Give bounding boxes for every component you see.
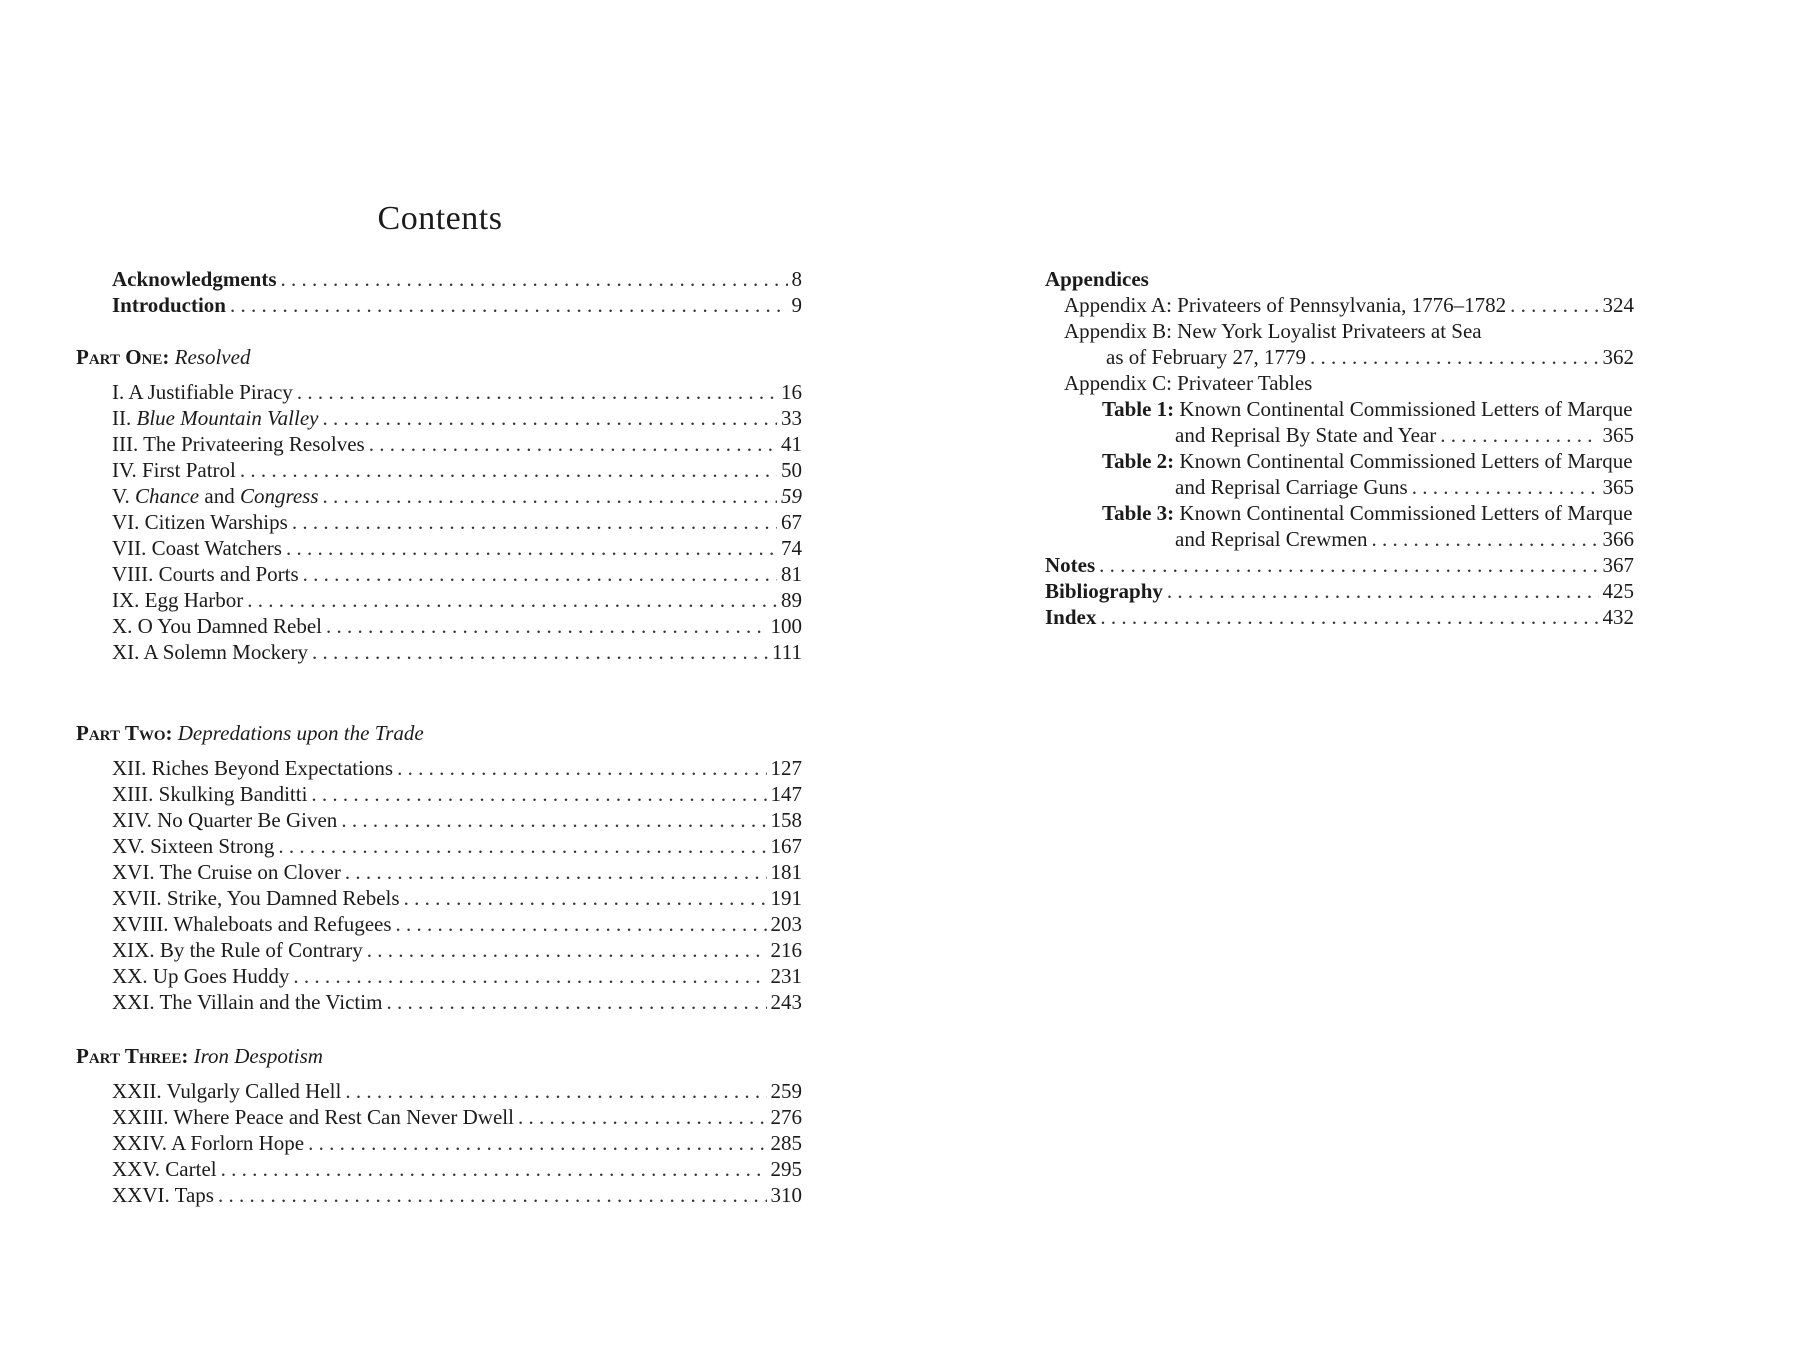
toc-entry-table-2[interactable]	[1175, 474, 1634, 500]
entry-page: 365	[1602, 423, 1634, 447]
entry-page: 127	[770, 756, 802, 780]
entry-label: III. The Privateering Resolves	[112, 432, 365, 456]
entry-page: 367	[1602, 553, 1634, 577]
toc-entry[interactable]	[112, 457, 802, 483]
toc-entry-acknowledgments[interactable]	[112, 266, 802, 292]
entry-page: 362	[1602, 345, 1634, 369]
toc-entry[interactable]	[112, 639, 802, 665]
entry-page: 295	[770, 1157, 802, 1181]
entry-label: XIX. By the Rule of Contrary	[112, 938, 363, 962]
entry-label: XVIII. Whaleboats and Refugees	[112, 912, 392, 936]
appendix-b-line1[interactable]: Appendix B: New York Loyalist Privateers at Sea	[1064, 319, 1482, 343]
part-three-heading	[76, 1043, 323, 1069]
toc-entry[interactable]	[112, 535, 802, 561]
entry-page: 324	[1602, 293, 1634, 317]
entry-label: XIV. No Quarter Be Given	[112, 808, 338, 832]
toc-entry-appendix-a[interactable]	[1064, 292, 1634, 318]
appendices-heading: Appendices	[1045, 267, 1149, 291]
entry-page: 243	[770, 990, 802, 1014]
toc-entry[interactable]	[112, 561, 802, 587]
entry-page: 158	[770, 808, 802, 832]
entry-label: I. A Justifiable Piracy	[112, 380, 293, 404]
entry-label: XVI. The Cruise on Clover	[112, 860, 341, 884]
toc-entry-bibliography[interactable]	[1045, 578, 1634, 604]
toc-entry[interactable]	[112, 755, 802, 781]
appendix-c-label[interactable]: Appendix C: Privateer Tables	[1064, 371, 1313, 395]
entry-page: 259	[770, 1079, 802, 1103]
entry-label: XX. Up Goes Huddy	[112, 964, 290, 988]
toc-entry[interactable]	[112, 1078, 802, 1104]
toc-entry-index[interactable]	[1045, 604, 1634, 630]
entry-label: XXV. Cartel	[112, 1157, 217, 1181]
entry-page: 67	[781, 510, 802, 534]
part-subtitle: Resolved	[174, 345, 251, 369]
entry-label: IV. First Patrol	[112, 458, 236, 482]
toc-entry-table-1[interactable]	[1175, 422, 1634, 448]
toc-entry[interactable]	[112, 937, 802, 963]
entry-page: 425	[1602, 579, 1634, 603]
entry-label: XXIII. Where Peace and Rest Can Never Dwell	[112, 1105, 514, 1129]
toc-entry[interactable]	[112, 587, 802, 613]
entry-page: 285	[770, 1131, 802, 1155]
entry-label: and Reprisal Crewmen	[1175, 527, 1368, 551]
entry-page: 8	[791, 267, 802, 291]
page-title: Contents	[377, 200, 503, 237]
entry-page: 366	[1602, 527, 1634, 551]
toc-entry[interactable]	[112, 483, 802, 509]
entry-label: Index	[1045, 605, 1097, 629]
part-subtitle: Iron Despotism	[193, 1044, 323, 1068]
entry-label: XIII. Skulking Banditti	[112, 782, 308, 806]
table-1-line1[interactable]: Table 1: Known Continental Commissioned Letters of Marque	[1102, 397, 1633, 421]
entry-label: VII. Coast Watchers	[112, 536, 282, 560]
entry-label: Bibliography	[1045, 579, 1163, 603]
entry-label: Introduction	[112, 293, 226, 317]
toc-entry[interactable]	[112, 781, 802, 807]
toc-entry[interactable]	[112, 405, 802, 431]
entry-label: Notes	[1045, 553, 1096, 577]
entry-page: 191	[770, 886, 802, 910]
entry-page: 50	[781, 458, 802, 482]
entry-label: and Reprisal By State and Year	[1175, 423, 1437, 447]
toc-entry-introduction[interactable]	[112, 292, 802, 318]
entry-page: 167	[770, 834, 802, 858]
toc-entry-notes[interactable]	[1045, 552, 1634, 578]
toc-entry[interactable]	[112, 989, 802, 1015]
entry-label: XXII. Vulgarly Called Hell	[112, 1079, 342, 1103]
entry-page: 41	[781, 432, 802, 456]
entry-page: 16	[781, 380, 802, 404]
entry-page: 203	[770, 912, 802, 936]
toc-entry[interactable]	[112, 431, 802, 457]
part-prefix: Part Three:	[76, 1044, 189, 1068]
entry-page: 89	[781, 588, 802, 612]
entry-page: 111	[772, 640, 802, 664]
entry-page: 100	[770, 614, 802, 638]
toc-entry[interactable]	[112, 885, 802, 911]
part-two-heading	[76, 720, 424, 746]
table-2-line1[interactable]: Table 2: Known Continental Commissioned Letters of Marque	[1102, 449, 1633, 473]
toc-entry[interactable]	[112, 833, 802, 859]
right-page	[900, 0, 1801, 1350]
entry-page: 216	[770, 938, 802, 962]
entry-page: 231	[770, 964, 802, 988]
toc-entry[interactable]	[112, 509, 802, 535]
entry-page: 81	[781, 562, 802, 586]
entry-label: XI. A Solemn Mockery	[112, 640, 308, 664]
entry-label: X. O You Damned Rebel	[112, 614, 322, 638]
entry-label: XXIV. A Forlorn Hope	[112, 1131, 305, 1155]
toc-entry[interactable]	[112, 911, 802, 937]
entry-page: 59	[781, 484, 802, 508]
part-prefix: Part One:	[76, 345, 170, 369]
entry-label: Appendix A: Privateers of Pennsylvania, 1776–1782	[1064, 293, 1507, 317]
entry-label: XII. Riches Beyond Expectations	[112, 756, 394, 780]
entry-label: as of February 27, 1779	[1106, 345, 1307, 369]
entry-page: 365	[1602, 475, 1634, 499]
toc-entry-table-3[interactable]	[1175, 526, 1634, 552]
entry-label: II. Blue Mountain Valley	[112, 406, 319, 430]
part-one-heading	[76, 344, 250, 370]
entry-label: XVII. Strike, You Damned Rebels	[112, 886, 400, 910]
toc-entry[interactable]	[112, 613, 802, 639]
entry-label: Acknowledgments	[112, 267, 277, 291]
entry-page: 310	[770, 1183, 802, 1207]
entry-label: and Reprisal Carriage Guns	[1175, 475, 1408, 499]
toc-entry[interactable]	[112, 1130, 802, 1156]
entry-label: V. Chance and Congress	[112, 484, 319, 508]
left-page	[0, 0, 900, 1350]
entry-label: XV. Sixteen Strong	[112, 834, 275, 858]
toc-entry-appendix-b[interactable]	[1106, 344, 1634, 370]
entry-page: 33	[781, 406, 802, 430]
toc-entry[interactable]	[112, 963, 802, 989]
toc-entry[interactable]	[112, 1182, 802, 1208]
entry-label: VI. Citizen Warships	[112, 510, 288, 534]
part-subtitle: Depredations upon the Trade	[177, 721, 424, 745]
entry-page: 9	[791, 293, 802, 317]
table-3-line1[interactable]: Table 3: Known Continental Commissioned Letters of Marque	[1102, 501, 1633, 525]
entry-label: XXI. The Villain and the Victim	[112, 990, 383, 1014]
toc-entry[interactable]	[112, 807, 802, 833]
toc-entry[interactable]	[112, 379, 802, 405]
entry-page: 432	[1602, 605, 1634, 629]
toc-entry[interactable]	[112, 1156, 802, 1182]
entry-page: 147	[770, 782, 802, 806]
entry-page: 276	[770, 1105, 802, 1129]
entry-page: 181	[770, 860, 802, 884]
toc-entry[interactable]	[112, 859, 802, 885]
toc-entry[interactable]	[112, 1104, 802, 1130]
entry-label: IX. Egg Harbor	[112, 588, 244, 612]
entry-label: VIII. Courts and Ports	[112, 562, 299, 586]
entry-page: 74	[781, 536, 802, 560]
entry-label: XXVI. Taps	[112, 1183, 214, 1207]
part-prefix: Part Two:	[76, 721, 173, 745]
